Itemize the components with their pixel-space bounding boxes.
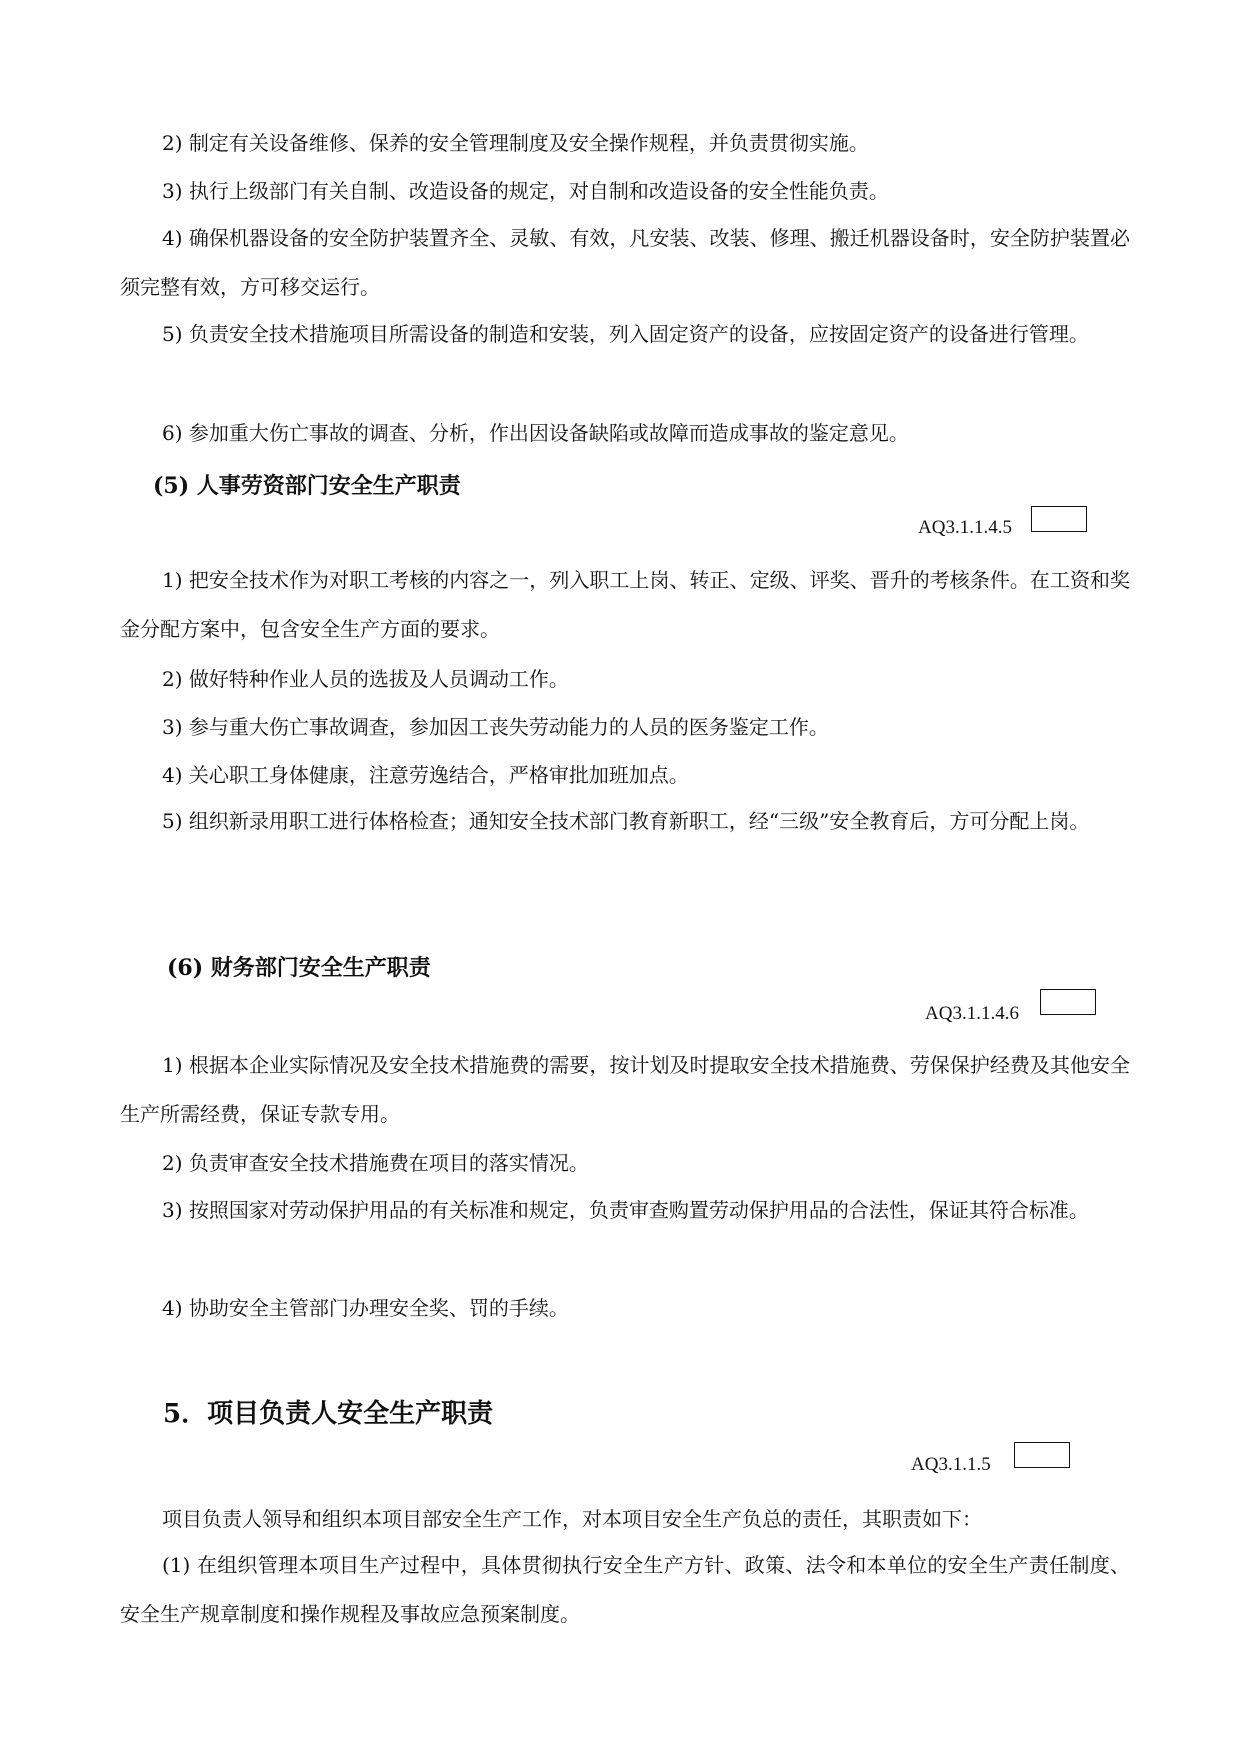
paragraph: 5) 负责安全技术措施项目所需设备的制造和安装，列入固定资产的设备，应按固定资产的设备进行管理。: [162, 322, 1089, 346]
reference-code: AQ3.1.1.4.6: [925, 1003, 1019, 1024]
paragraph: 项目负责人领导和组织本项目部安全生产工作，对本项目安全生产负总的责任，其职责如下：: [162, 1507, 982, 1531]
paragraph: 3) 参与重大伤亡事故调查，参加因工丧失劳动能力的人员的医务鉴定工作。: [162, 715, 829, 739]
paragraph: 3) 按照国家对劳动保护用品的有关标准和规定，负责审查购置劳动保护用品的合法性，保证其符合标准。: [162, 1198, 1089, 1222]
check-box[interactable]: [1014, 1442, 1070, 1468]
paragraph: 1) 把安全技术作为对职工考核的内容之一，列入职工上岗、转正、定级、评奖、晋升的考核条件。在工资和奖金分配方案中，包含安全生产方面的要求。: [120, 568, 1130, 641]
paragraph: 2) 负责审查安全技术措施费在项目的落实情况。: [162, 1151, 589, 1175]
paragraph: 4) 关心职工身体健康，注意劳逸结合，严格审批加班加点。: [162, 763, 689, 787]
reference-code: AQ3.1.1.4.5: [918, 517, 1012, 538]
check-box[interactable]: [1031, 506, 1087, 532]
paragraph: 3) 执行上级部门有关自制、改造设备的规定，对自制和改造设备的安全性能负责。: [162, 179, 889, 203]
paragraph: (1) 在组织管理本项目生产过程中，具体贯彻执行安全生产方针、政策、法令和本单位的安全生产责任制度、安全生产规章制度和操作规程及事故应急预案制度。: [120, 1553, 1130, 1626]
section-heading: (6) 财务部门安全生产职责: [167, 955, 431, 981]
paragraph: 4) 确保机器设备的安全防护装置齐全、灵敏、有效，凡安装、改装、修理、搬迁机器设备时，安全防护装置必须完整有效，方可移交运行。: [120, 226, 1130, 299]
paragraph: 5) 组织新录用职工进行体格检查；通知安全技术部门教育新职工，经“三级”安全教育后，方可分配上岗。: [162, 809, 1090, 833]
paragraph: 2) 制定有关设备维修、保养的安全管理制度及安全操作规程，并负责贯彻实施。: [162, 131, 869, 155]
reference-code: AQ3.1.1.5: [911, 1454, 991, 1475]
paragraph: 2) 做好特种作业人员的选拔及人员调动工作。: [162, 667, 569, 691]
paragraph: 4) 协助安全主管部门办理安全奖、罚的手续。: [162, 1296, 569, 1320]
paragraph: 1) 根据本企业实际情况及安全技术措施费的需要，按计划及时提取安全技术措施费、劳保保护经费及其他安全生产所需经费，保证专款专用。: [120, 1053, 1130, 1126]
section-heading: 5．项目负责人安全生产职责: [163, 1399, 494, 1429]
paragraph: 6) 参加重大伤亡事故的调查、分析，作出因设备缺陷或故障而造成事故的鉴定意见。: [162, 421, 909, 445]
section-heading: (5) 人事劳资部门安全生产职责: [153, 473, 461, 499]
check-box[interactable]: [1040, 989, 1096, 1015]
